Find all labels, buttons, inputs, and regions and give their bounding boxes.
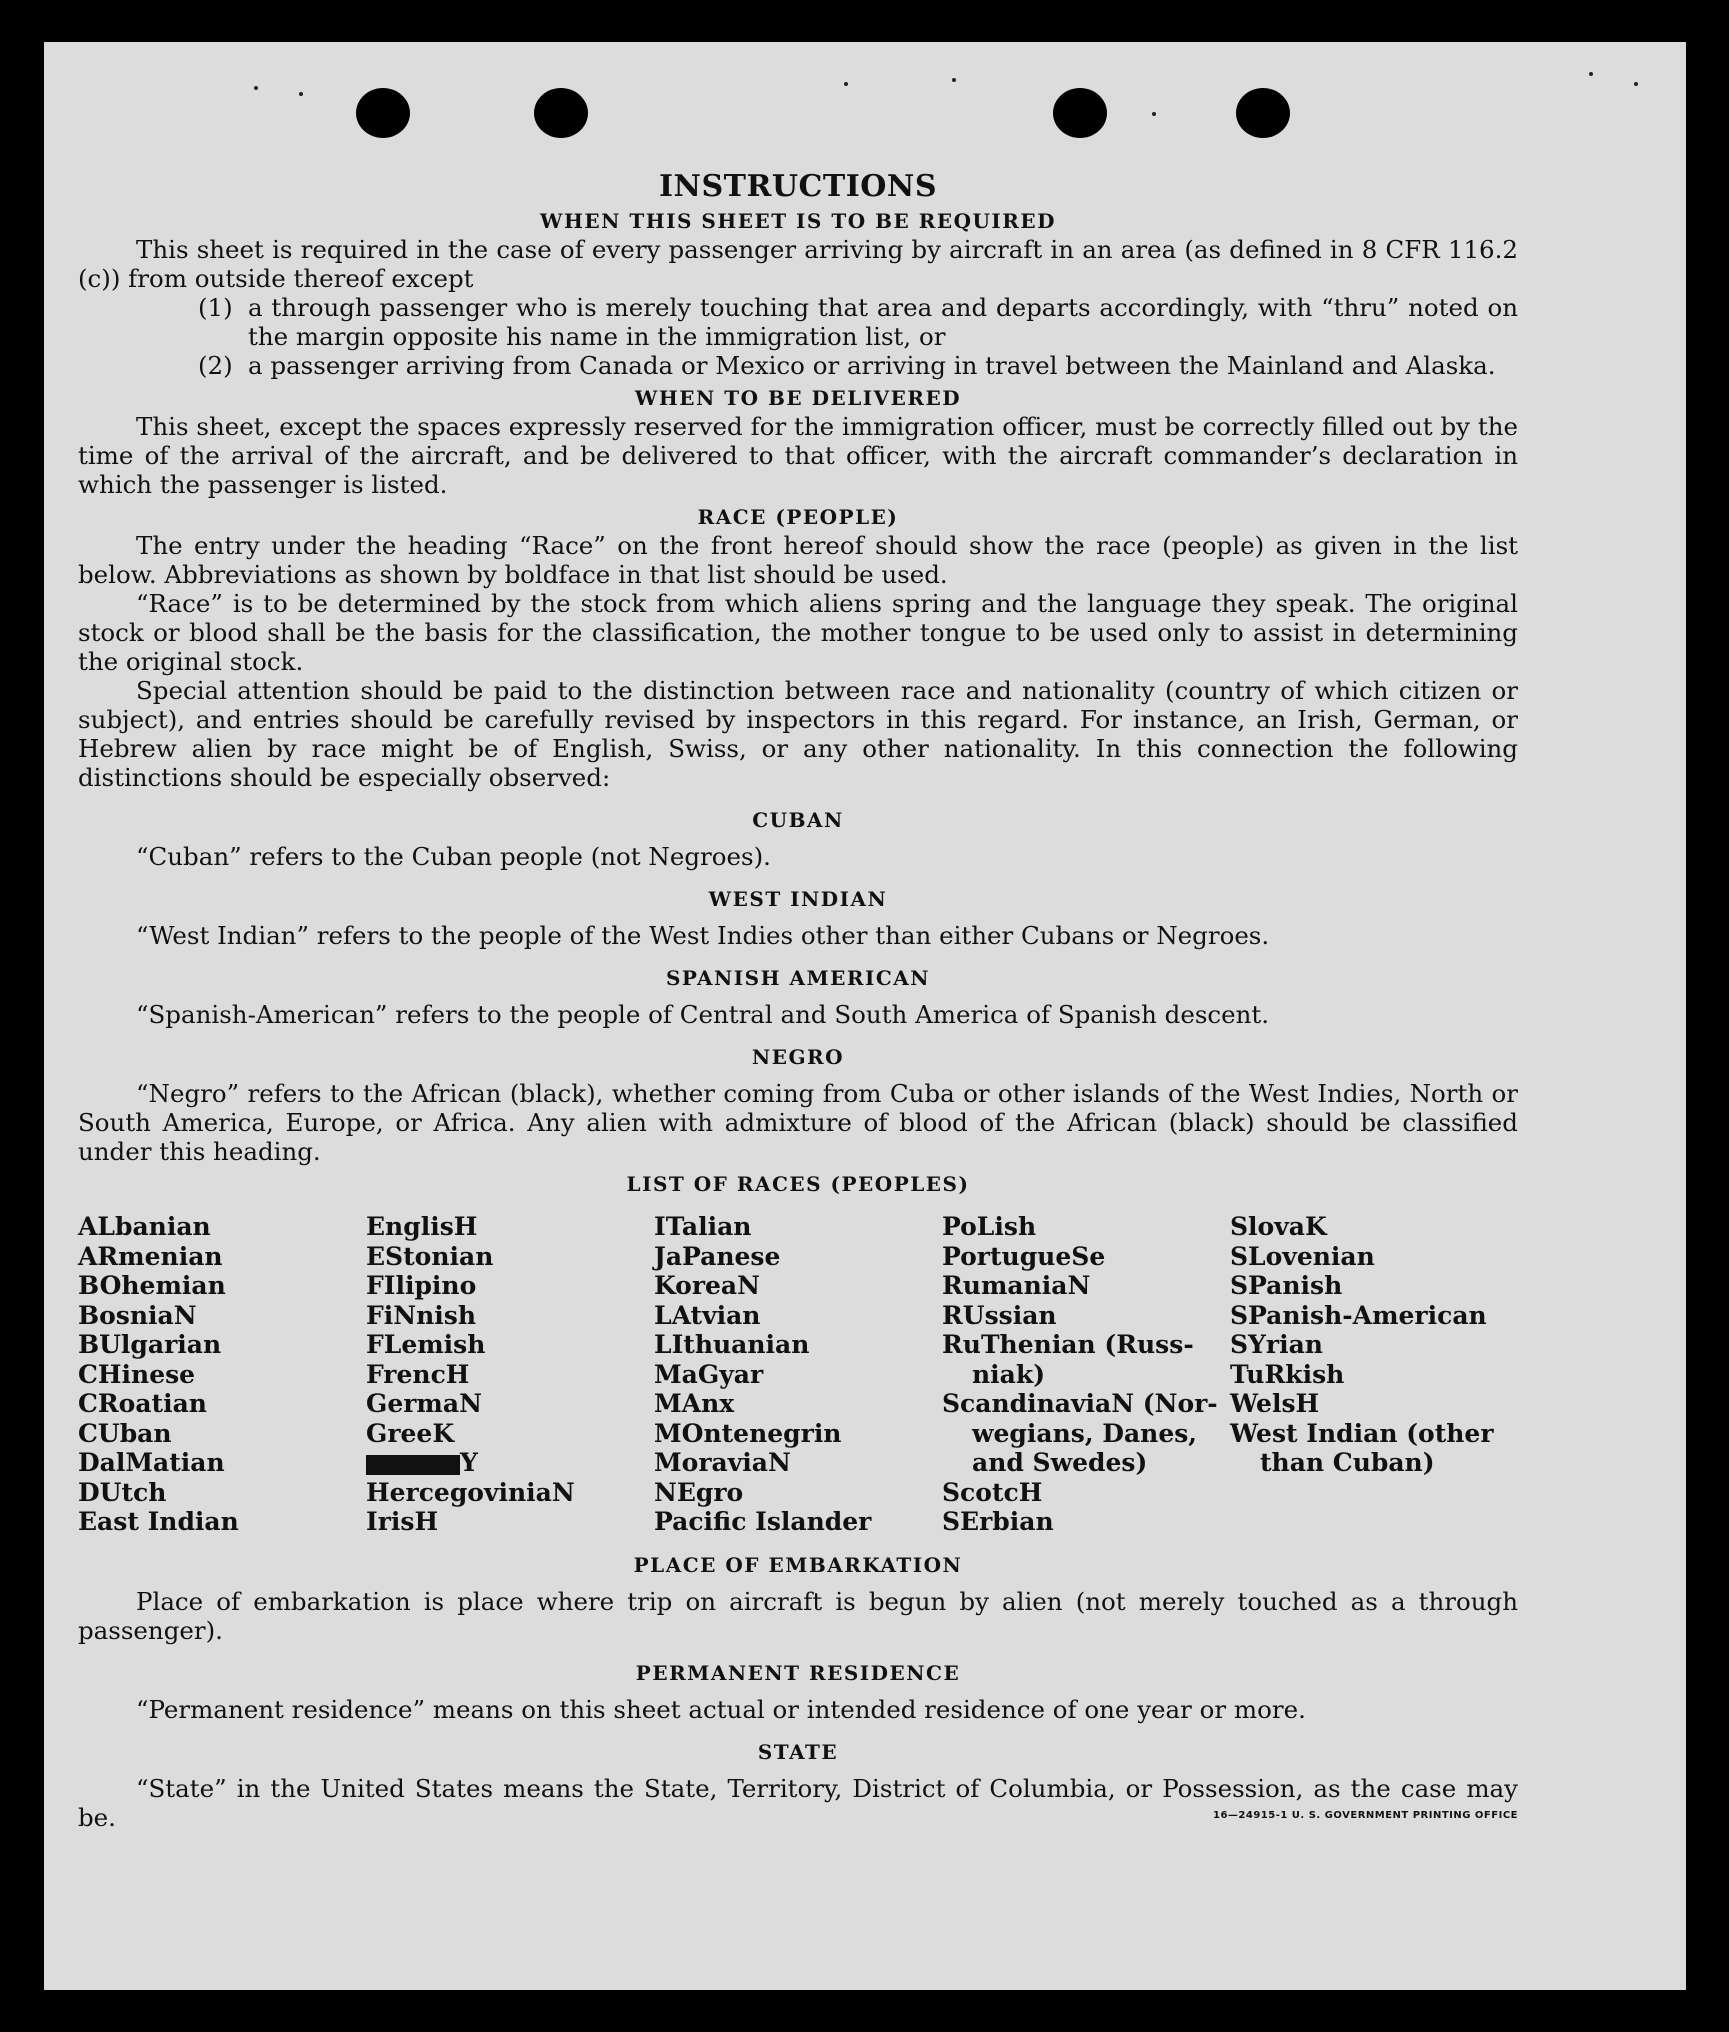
para-residence: “Permanent residence” means on this sheet actual or intended residence of one year or more. bbox=[136, 1694, 1306, 1724]
race-entry: HercegoviniaN bbox=[366, 1477, 575, 1507]
punch-hole bbox=[534, 88, 588, 138]
race-entry: RumaniaN bbox=[942, 1271, 1091, 1300]
para-delivered: This sheet, except the spaces expressly reserved for the immigration officer, must be correctly filled out by the time of the arrival of the aircraft, and be delivered to that officer, with the aircraft commander’s declaration in which the passenger is listed. bbox=[78, 412, 1518, 499]
race-entry: DUtch bbox=[78, 1477, 167, 1507]
race-entry: WelsH bbox=[1230, 1389, 1320, 1418]
race-entry: MaGyar bbox=[654, 1359, 764, 1389]
para-race-3: Special attention should be paid to the distinction between race and nationality (country of which citizen or subject), and entries should be carefully revised by inspectors in this regard. For instance, an Irish, German, or Hebrew alien by race might be of English, Swiss, or any other nationality. In this connection the following distinctions should be especially observed: bbox=[78, 676, 1518, 792]
speck bbox=[1589, 72, 1593, 76]
races-column-4 bbox=[942, 1212, 1230, 1537]
speck bbox=[844, 82, 848, 86]
race-entry: KoreaN bbox=[654, 1271, 760, 1300]
heading-cuban: CUBAN bbox=[752, 808, 844, 832]
race-entry: EnglisH bbox=[366, 1212, 478, 1241]
document-page bbox=[44, 42, 1686, 1990]
race-entry: FIlipino bbox=[366, 1271, 477, 1300]
race-entry: MAnx bbox=[654, 1389, 735, 1418]
instructions-content bbox=[78, 169, 1518, 1832]
race-entry: ScandinaviaN (Nor- bbox=[942, 1389, 1218, 1418]
heading-race: RACE (PEOPLE) bbox=[697, 505, 899, 529]
race-entry: CHinese bbox=[78, 1359, 196, 1389]
race-entry: Pacific Islander bbox=[654, 1507, 872, 1536]
speck bbox=[299, 92, 303, 96]
punch-hole bbox=[1236, 88, 1290, 138]
para-race-2: “Race” is to be determined by the stock from which aliens spring and the language they speak. The original stock or blood shall be the basis for the classification, the mother tongue to be used only to assist in determining the original stock. bbox=[78, 589, 1518, 676]
heading-required: WHEN THIS SHEET IS TO BE REQUIRED bbox=[540, 209, 1056, 233]
redaction-bar bbox=[366, 1455, 460, 1475]
para-required: This sheet is required in the case of every passenger arriving by aircraft in an area (as defined in 8 CFR 116.2 (c)) from outside thereof except bbox=[78, 235, 1518, 293]
race-entry: East Indian bbox=[78, 1507, 239, 1536]
race-entry: JaPanese bbox=[654, 1241, 781, 1271]
race-entry: CUban bbox=[78, 1418, 172, 1448]
race-entry: IrisH bbox=[366, 1507, 439, 1536]
race-entry: ARmenian bbox=[78, 1241, 223, 1271]
printer-imprint: 16—24915-1 U. S. GOVERNMENT PRINTING OFFICE bbox=[1213, 1809, 1518, 1821]
race-entry-continued: than Cuban) bbox=[1260, 1448, 1435, 1477]
race-entry-continued: and Swedes) bbox=[972, 1448, 1148, 1477]
race-entry: MOntenegrin bbox=[654, 1418, 842, 1448]
races-list bbox=[78, 1212, 1518, 1537]
race-entry-continued: wegians, Danes, bbox=[972, 1418, 1197, 1448]
races-column-1 bbox=[78, 1212, 366, 1537]
races-column-5 bbox=[1230, 1212, 1518, 1537]
race-entry: NEgro bbox=[654, 1477, 744, 1507]
race-entry: EStonian bbox=[366, 1241, 494, 1271]
redacted-suffix: Y bbox=[460, 1448, 478, 1477]
race-entry: BosniaN bbox=[78, 1300, 197, 1330]
race-entry-continued: niak) bbox=[972, 1359, 1046, 1389]
race-entry: SlovaK bbox=[1230, 1212, 1327, 1241]
para-state: “State” in the United States means the State, Territory, District of Columbia, or Possession, as the case may be. bbox=[78, 1773, 1518, 1832]
race-entry: BOhemian bbox=[78, 1271, 226, 1300]
heading-west-indian: WEST INDIAN bbox=[708, 887, 888, 911]
race-entry: FiNnish bbox=[366, 1300, 477, 1330]
race-entry: SLovenian bbox=[1230, 1241, 1375, 1271]
heading-state: STATE bbox=[757, 1739, 839, 1764]
race-entry: GermaN bbox=[366, 1389, 482, 1418]
punch-hole bbox=[1053, 88, 1107, 138]
race-entry: BUlgarian bbox=[78, 1330, 222, 1359]
list-item bbox=[198, 351, 1518, 380]
race-entry: SPanish-American bbox=[1230, 1300, 1487, 1330]
race-entry: FLemish bbox=[366, 1330, 486, 1359]
race-entry: DalMatian bbox=[78, 1448, 225, 1477]
list-item bbox=[198, 293, 1518, 351]
para-race-1: The entry under the heading “Race” on the front hereof should show the race (people) as given in the list below. Abbreviations as shown by boldface in that list should be used. bbox=[78, 531, 1518, 589]
race-entry: West Indian (other bbox=[1230, 1418, 1494, 1448]
para-spanish-american: “Spanish-American” refers to the people of Central and South America of Spanish descent. bbox=[136, 1000, 1270, 1029]
state-block bbox=[78, 1774, 1518, 1832]
race-entry-redacted bbox=[366, 1448, 654, 1478]
para-embarkation: Place of embarkation is place where trip on aircraft is begun by alien (not merely touched as a through passenger). bbox=[78, 1586, 1518, 1645]
race-entry: ScotcH bbox=[942, 1477, 1043, 1507]
race-entry: PortugueSe bbox=[942, 1241, 1106, 1271]
para-west-indian: “West Indian” refers to the people of the West Indies other than either Cubans or Negroes. bbox=[136, 921, 1270, 950]
race-entry: PoLish bbox=[942, 1212, 1037, 1241]
race-entry: ITalian bbox=[654, 1212, 752, 1241]
race-entry: ALbanian bbox=[78, 1212, 211, 1241]
race-entry: SYrian bbox=[1230, 1330, 1323, 1359]
para-negro: “Negro” refers to the African (black), whether coming from Cuba or other islands of the West Indies, North or South America, Europe, or Africa. Any alien with admixture of blood of the African (black) should be classified under this heading. bbox=[78, 1079, 1518, 1166]
race-entry: SPanish bbox=[1230, 1271, 1343, 1300]
race-entry: FrencH bbox=[366, 1359, 470, 1389]
races-column-3 bbox=[654, 1212, 942, 1537]
race-entry: LAtvian bbox=[654, 1300, 761, 1330]
race-entry: RuThenian (Russ- bbox=[942, 1330, 1194, 1359]
heading-negro: NEGRO bbox=[751, 1045, 845, 1069]
page-title: INSTRUCTIONS bbox=[659, 169, 937, 204]
speck bbox=[1634, 82, 1638, 86]
race-entry: CRoatian bbox=[78, 1389, 207, 1418]
race-entry: MoraviaN bbox=[654, 1448, 791, 1477]
item-number: (1) bbox=[198, 293, 233, 322]
heading-embarkation: PLACE OF EMBARKATION bbox=[633, 1552, 963, 1577]
item-text: a passenger arriving from Canada or Mexico or arriving in travel between the Mainland and Alaska. bbox=[248, 351, 1496, 380]
punch-hole bbox=[356, 88, 410, 138]
heading-list-of-races: LIST OF RACES (PEOPLES) bbox=[626, 1172, 970, 1196]
speck bbox=[1152, 112, 1156, 116]
race-entry: RUssian bbox=[942, 1300, 1057, 1330]
heading-spanish-american: SPANISH AMERICAN bbox=[665, 966, 931, 990]
speck bbox=[952, 78, 956, 82]
heading-delivered: WHEN TO BE DELIVERED bbox=[634, 386, 962, 410]
races-column-2 bbox=[366, 1212, 654, 1537]
race-entry: GreeK bbox=[366, 1418, 455, 1448]
heading-residence: PERMANENT RESIDENCE bbox=[635, 1660, 961, 1685]
speck bbox=[254, 86, 258, 90]
item-number: (2) bbox=[198, 351, 233, 380]
para-cuban: “Cuban” refers to the Cuban people (not Negroes). bbox=[136, 842, 771, 871]
race-entry: TuRkish bbox=[1230, 1359, 1345, 1389]
race-entry: SErbian bbox=[942, 1507, 1054, 1536]
race-entry: LIthuanian bbox=[654, 1330, 810, 1359]
item-text: a through passenger who is merely touching that area and departs accordingly, with “thru” noted on the margin opposite his name in the immigration list, or bbox=[248, 293, 1518, 351]
